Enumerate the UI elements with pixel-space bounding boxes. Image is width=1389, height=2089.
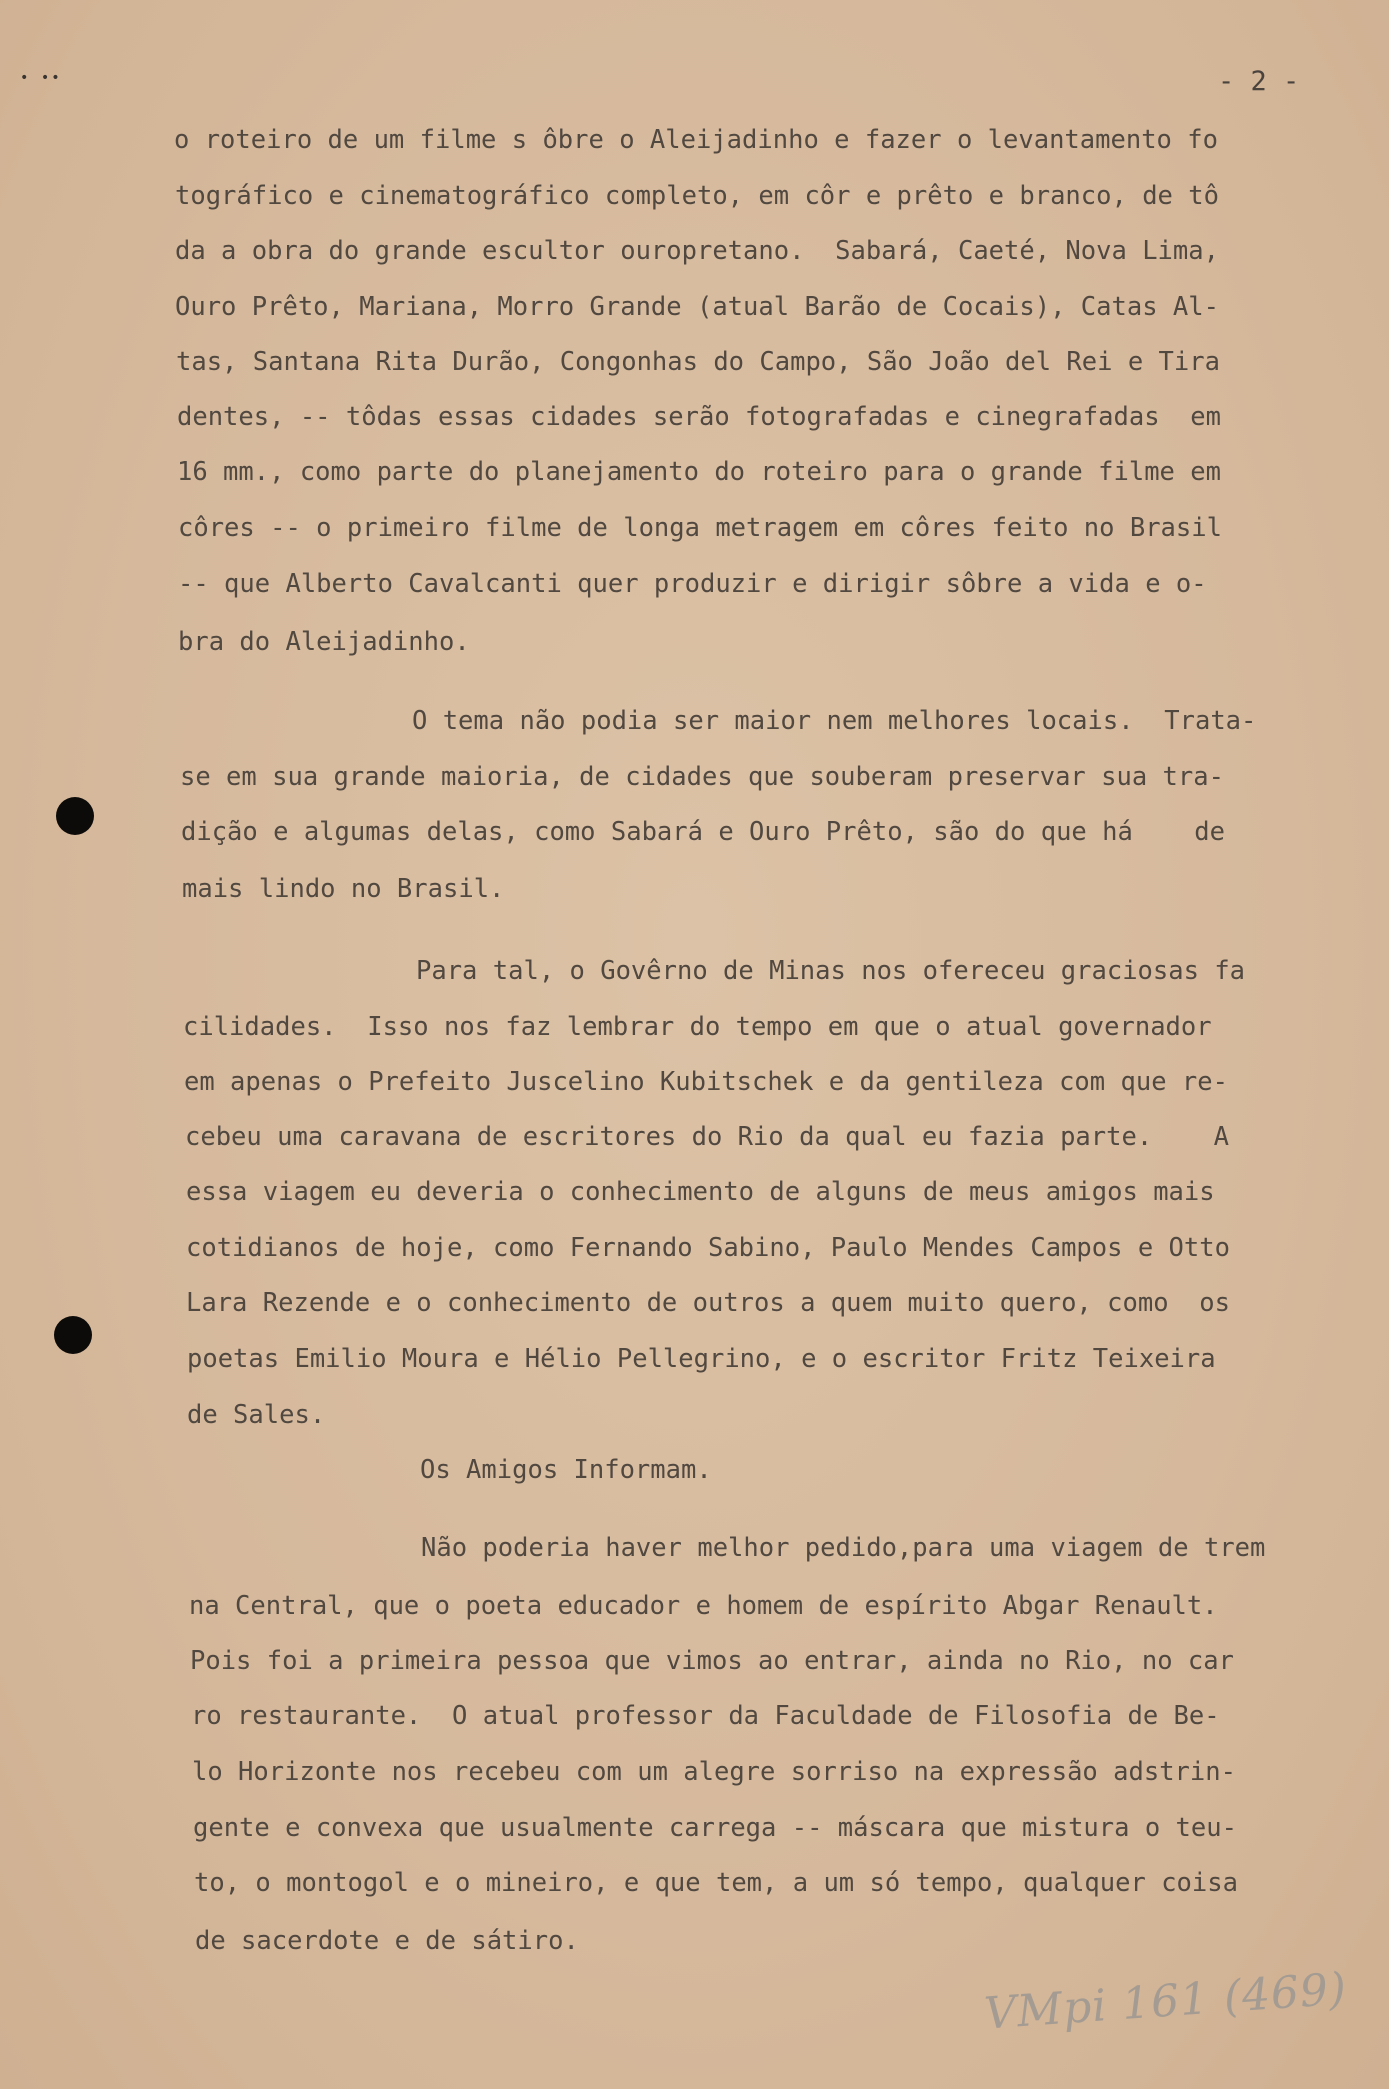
corner-marks: • •• — [20, 70, 62, 86]
text-line: Ouro Prêto, Mariana, Morro Grande (atual Barão de Cocais), Catas Al- — [175, 292, 1219, 322]
text-line: bra do Aleijadinho. — [178, 627, 470, 657]
text-line: dição e algumas delas, como Sabará e Ouro Prêto, são do que há de — [181, 817, 1225, 847]
page-number: - 2 - — [1218, 66, 1300, 97]
text-line: mais lindo no Brasil. — [182, 874, 505, 904]
text-line: de sacerdote e de sátiro. — [195, 1926, 579, 1956]
text-line: tas, Santana Rita Durão, Congonhas do Campo, São João del Rei e Tira — [176, 347, 1220, 377]
text-line: da a obra do grande escultor ouropretano. Sabará, Caeté, Nova Lima, — [175, 236, 1219, 266]
text-line: Lara Rezende e o conhecimento de outros a quem muito quero, como os — [186, 1288, 1230, 1318]
text-line: tográfico e cinematográfico completo, em côr e prêto e branco, de tô — [175, 181, 1219, 211]
text-line: o roteiro de um filme s ôbre o Aleijadinho e fazer o levantamento fo — [174, 125, 1218, 155]
text-line: Para tal, o Govêrno de Minas nos ofereceu graciosas fa — [416, 956, 1246, 986]
archive-reference-handwritten: VMpi 161 (469) — [982, 1963, 1349, 2040]
text-line: poetas Emilio Moura e Hélio Pellegrino, e o escritor Fritz Teixeira — [187, 1344, 1216, 1374]
text-line: lo Horizonte nos recebeu com um alegre sorriso na expressão adstrin- — [192, 1757, 1236, 1787]
text-line: cotidianos de hoje, como Fernando Sabino, Paulo Mendes Campos e Otto — [186, 1233, 1230, 1263]
text-line: dentes, -- tôdas essas cidades serão fotografadas e cinegrafadas em — [177, 402, 1221, 432]
text-line: côres -- o primeiro filme de longa metragem em côres feito no Brasil — [178, 513, 1222, 543]
text-line: 16 mm., como parte do planejamento do roteiro para o grande filme em — [177, 457, 1221, 487]
text-line: cilidades. Isso nos faz lembrar do tempo em que o atual governador — [183, 1012, 1212, 1042]
section-heading: Os Amigos Informam. — [420, 1455, 712, 1485]
text-line: essa viagem eu deveria o conhecimento de alguns de meus amigos mais — [186, 1177, 1215, 1207]
text-line: Pois foi a primeira pessoa que vimos ao entrar, ainda no Rio, no car — [190, 1646, 1234, 1676]
text-line: gente e convexa que usualmente carrega -- máscara que mistura o teu- — [193, 1813, 1237, 1843]
text-line: na Central, que o poeta educador e homem de espírito Abgar Renault. — [189, 1591, 1218, 1621]
text-line: O tema não podia ser maior nem melhores locais. Trata- — [412, 706, 1257, 736]
punch-hole-icon — [54, 1316, 92, 1354]
text-line: ro restaurante. O atual professor da Faculdade de Filosofia de Be- — [191, 1701, 1220, 1731]
text-line: se em sua grande maioria, de cidades que souberam preservar sua tra- — [180, 762, 1224, 792]
punch-hole-icon — [56, 797, 94, 835]
text-line: em apenas o Prefeito Juscelino Kubitschek e da gentileza com que re- — [184, 1067, 1228, 1097]
text-line: -- que Alberto Cavalcanti quer produzir e dirigir sôbre a vida e o- — [178, 569, 1207, 599]
text-line: cebeu uma caravana de escritores do Rio da qual eu fazia parte. A — [185, 1122, 1229, 1152]
text-line: Não poderia haver melhor pedido,para uma viagem de trem — [421, 1533, 1266, 1563]
text-line: to, o montogol e o mineiro, e que tem, a um só tempo, qualquer coisa — [194, 1868, 1238, 1898]
text-line: de Sales. — [187, 1400, 326, 1430]
